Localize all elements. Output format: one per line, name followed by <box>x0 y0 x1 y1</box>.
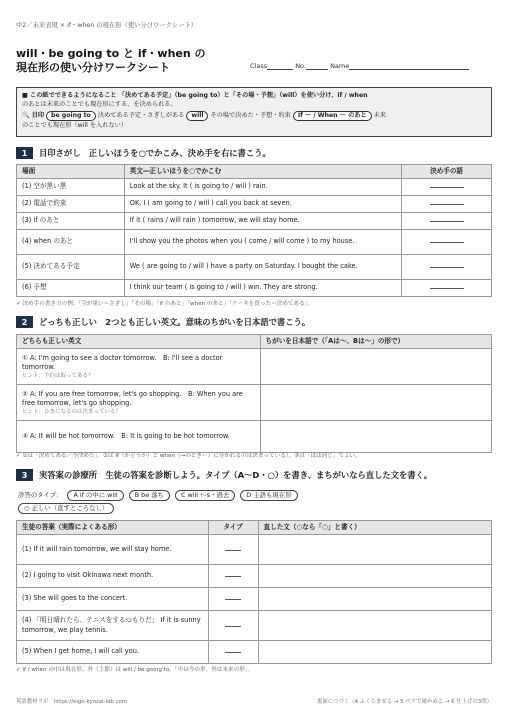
table-row <box>17 255 492 280</box>
section-3-table <box>16 520 492 664</box>
page-title <box>16 47 246 75</box>
type-blank[interactable] <box>225 545 241 551</box>
sentence-cell[interactable]: I think our team ( is going to / will ) win. They are strong. <box>124 280 401 297</box>
student-answer-cell: (5) When I get home, I will call you. <box>17 641 209 664</box>
table-row <box>17 611 492 641</box>
answer-cell[interactable] <box>260 349 491 385</box>
answer-cell[interactable] <box>402 196 492 213</box>
scene-cell: (2) 電話で約束 <box>17 196 125 213</box>
pair-cell <box>17 385 261 421</box>
type-blank[interactable] <box>225 621 241 627</box>
pill-be-going-to: be going to <box>46 111 96 121</box>
table-row <box>17 641 492 664</box>
goal-text-3: 未来 <box>373 112 386 119</box>
sentence-cell[interactable]: OK. I ( am going to / will ) call you back at seven. <box>124 196 401 213</box>
goal-line-4: のことでも現在形（will を入れない） <box>22 122 127 129</box>
table-header-row <box>17 165 492 179</box>
goal-target-label: 目印 <box>31 112 45 119</box>
student-answer-cell: (3) She will goes to the concert. <box>17 588 209 611</box>
hint-text: ヒント：予約は取ってある？ <box>22 372 94 379</box>
answer-blank[interactable] <box>430 283 464 289</box>
correction-cell[interactable] <box>258 588 491 611</box>
table-row <box>17 385 492 421</box>
student-answer-cell: (2) I going to visit Okinawa next month. <box>17 565 209 588</box>
section-title: どっちも正しい 2つとも正しい英文。意味のちがいを日本語で書こう。 <box>39 317 311 327</box>
name-label: Name <box>330 62 350 70</box>
pill-if-when: If ～ / When ～ のあと <box>293 111 372 121</box>
answer-cell[interactable] <box>260 421 491 453</box>
correction-cell[interactable] <box>258 565 491 588</box>
table-row <box>17 213 492 230</box>
student-answer-cell: (4) 「明日晴れたら、テニスをするつもりだ」 If it is sunny tomorrow, we play tennis. <box>17 611 209 641</box>
answer-blank[interactable] <box>430 182 464 188</box>
answer-cell[interactable] <box>402 179 492 196</box>
answer-cell[interactable] <box>402 280 492 297</box>
column-header: 決め手の語 <box>402 165 492 179</box>
sentence-cell[interactable]: I'll show you the photos when you ( come / will come ) to my house. <box>124 230 401 255</box>
column-header: タイプ <box>208 521 258 535</box>
type-cell[interactable] <box>208 565 258 588</box>
hint-text: ヒント：ひまになるのは決まっている？ <box>22 408 122 415</box>
title-line-1: will・be going to と if・when の <box>16 47 206 60</box>
answer-blank[interactable] <box>430 216 464 222</box>
answer-blank[interactable] <box>430 199 464 205</box>
section-3-heading <box>16 469 432 481</box>
scene-cell: (4) when のあと <box>17 230 125 255</box>
column-header: 生徒の答案（実際によくある形） <box>17 521 209 535</box>
pair-cell <box>17 349 261 385</box>
table-row <box>17 588 492 611</box>
type-option: ○ 正しい（直すところなし） <box>18 503 114 514</box>
type-option: A if の中に will <box>67 490 123 501</box>
no-label: No. <box>295 62 306 70</box>
section-number: 2 <box>16 316 33 328</box>
type-blank[interactable] <box>225 594 241 600</box>
student-info-fields <box>250 62 469 70</box>
pair-text: ② A: If you are free tomorrow, let's go shopping. B: When you are free tomorrow, let's go shopping. <box>22 389 243 407</box>
section-3-note: ✓ if / when の中は現在形、外（主節）は will / be going to。「中は今の形、外は未来の形」。 <box>16 667 254 673</box>
class-label: Class <box>250 62 268 70</box>
type-cell[interactable] <box>208 535 258 565</box>
section-number: 3 <box>16 469 33 481</box>
answer-cell[interactable] <box>402 230 492 255</box>
table-row <box>17 230 492 255</box>
section-1-table <box>16 164 492 297</box>
section-1-note: ✓ 決め手の書き方の例：「空が黒い＝さざし」「その場」「if のあと」「when のあと」「ケーキを買った＝決めてある」。 <box>16 301 314 307</box>
answer-blank[interactable] <box>430 237 464 243</box>
table-row <box>17 535 492 565</box>
table-header-row <box>17 521 492 535</box>
type-blank[interactable] <box>225 647 241 653</box>
student-answer-cell: (1) If it will rain tomorrow, we will stay home. <box>17 535 209 565</box>
table-row <box>17 280 492 297</box>
answer-blank[interactable] <box>430 262 464 268</box>
number-field[interactable] <box>306 63 328 70</box>
table-row <box>17 349 492 385</box>
type-option: B be 落ち <box>129 490 170 501</box>
scene-cell: (6) 予想 <box>17 280 125 297</box>
section-2-table <box>16 334 492 453</box>
pill-will: will <box>186 111 208 121</box>
correction-cell[interactable] <box>258 641 491 664</box>
pair-text: ③ A: It will be hot tomorrow. B: It is going to be hot tomorrow. <box>22 431 230 440</box>
section-title: 目印さがし 正しいほうを○でかこみ、決め手を右に書こう。 <box>39 148 271 158</box>
answer-cell[interactable] <box>260 385 491 421</box>
scene-cell: (5) 決めてある予定 <box>17 255 125 280</box>
section-number: 1 <box>16 147 33 159</box>
goal-line-1: ■ この紙でできるようになること 「決めてある予定」（be going to）と「その場・予想」（will）を使い分け、if / when <box>22 92 368 99</box>
breadcrumb: 中2／未来表現 × if・when の現在形（使い分けワークシート） <box>16 22 198 29</box>
table-header-row <box>17 335 492 349</box>
type-cell[interactable] <box>208 588 258 611</box>
answer-types <box>18 489 488 515</box>
correction-cell[interactable] <box>258 611 491 641</box>
magnifier-icon: 🔍 <box>22 112 30 119</box>
answer-cell[interactable] <box>402 255 492 280</box>
sentence-cell[interactable]: Look at the sky. It ( is going to / will ) rain. <box>124 179 401 196</box>
section-1-heading <box>16 147 271 159</box>
column-header: 場面 <box>17 165 125 179</box>
type-cell[interactable] <box>208 611 258 641</box>
type-option: C will＋-s・過去 <box>175 490 235 501</box>
table-row <box>17 421 492 453</box>
table-row <box>17 179 492 196</box>
footer-next: 裏面につづく（4 ふくらませる → 5 ペアで確かめる → 6 仕上げの3問） <box>317 699 492 705</box>
section-2-heading <box>16 316 310 328</box>
footer-site: 英語教材ラボ https://eigo-kyozai-lab.com <box>16 699 128 705</box>
table-row <box>17 565 492 588</box>
section-title: 実答案の診療所 生徒の答案を診断しよう。タイプ（A～D・○）を書き、まちがいなら直した文を書く。 <box>39 470 432 480</box>
pair-text: ① A: I'm going to see a doctor tomorrow. B: I'll see a doctor tomorrow. <box>22 353 223 371</box>
section-2-note: ✓ ①は「決めてある／今決めた」。②は if（かどうか）と when（→のときー）に分かれるのは決まっている）。③は「ほぼ同じ」でよい。 <box>16 453 361 459</box>
scene-cell: (1) 空が黒い黒 <box>17 179 125 196</box>
types-label: 診答のタイプ： <box>18 491 63 499</box>
title-line-2: 現在形の使い分けワークシート <box>16 61 170 74</box>
goal-markers <box>22 111 486 121</box>
name-field[interactable] <box>349 63 469 70</box>
goal-line-2: のあとは未来のことでも現在形にする、を決められる。 <box>22 101 177 108</box>
type-blank[interactable] <box>225 571 241 577</box>
column-header: 英文―正しいほうを○でかこむ <box>124 165 401 179</box>
table-row <box>17 196 492 213</box>
goal-text-1: 決めてある予定・さぎしがある <box>97 112 185 119</box>
pair-cell <box>17 421 261 453</box>
sentence-cell[interactable]: We ( are going to / will ) have a party on Saturday. I bought the cake. <box>124 255 401 280</box>
correction-cell[interactable] <box>258 535 491 565</box>
class-field[interactable] <box>267 63 293 70</box>
goal-text-2: その場で決めた・予想・約束 <box>210 112 291 119</box>
column-header: どちらも正しい英文 <box>17 335 261 349</box>
goal-box <box>16 87 492 137</box>
type-cell[interactable] <box>208 641 258 664</box>
column-header: 直した文（○なら「○」と書く） <box>258 521 491 535</box>
answer-cell[interactable] <box>402 213 492 230</box>
type-option: D 主語も現在形 <box>240 490 297 501</box>
column-header: ちがいを日本語で（「Aは～、Bは～」の形で） <box>260 335 491 349</box>
scene-cell: (3) if のあと <box>17 213 125 230</box>
sentence-cell[interactable]: If it ( rains / will rain ) tomorrow, we will stay home. <box>124 213 401 230</box>
